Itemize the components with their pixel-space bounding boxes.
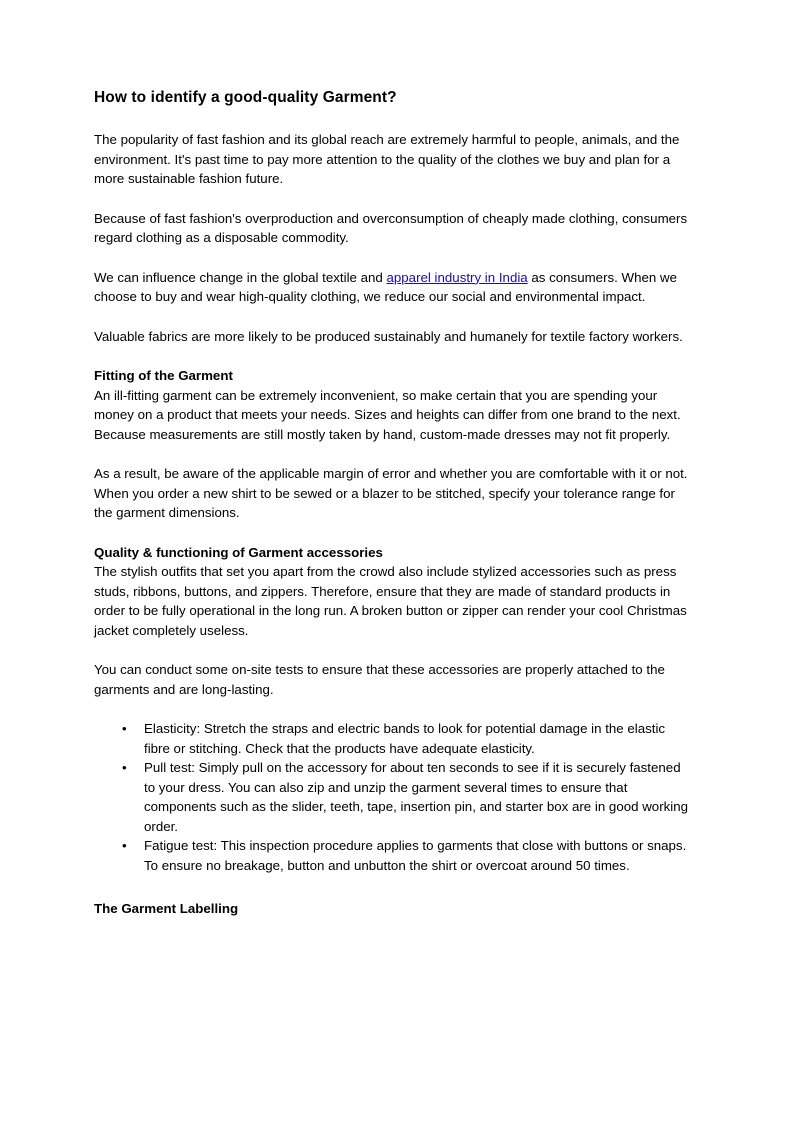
paragraph-valuable-fabrics: Valuable fabrics are more likely to be produced sustainably and humanely for textile factory workers. — [94, 328, 683, 344]
paragraph-intro: The popularity of fast fashion and its global reach are extremely harmful to people, animals, and the environment. It's past time to pay more attention to the quality of the clothes we buy and plan for a more sustainable fashion future. — [94, 132, 680, 187]
section-heading-fitting: Fitting of the Garment — [94, 368, 233, 384]
list-item: • Elasticity: Stretch the straps and electric bands to look for potential damage in the elastic fibre or stitching. Check that the products have adequate elasticity. — [144, 719, 694, 758]
link-paragraph-before: We can influence change in the global textile and — [94, 269, 387, 285]
paragraph-with-link — [94, 268, 694, 307]
page-title: How to identify a good-quality Garment? — [94, 89, 397, 106]
section-heading-accessories: Quality & functioning of Garment accessories — [94, 544, 383, 560]
document-body — [94, 88, 694, 919]
paragraph-accessories-1: The stylish outfits that set you apart from the crowd also include stylized accessories such as press studs, ribbons, buttons, and zippers. Therefore, ensure that they are made of standard products in order to be fully operational in the long run. A broken button or zipper can render your cool Christmas jacket completely useless. — [94, 564, 687, 638]
section-heading-labelling: The Garment Labelling — [94, 901, 239, 917]
list-item: • Fatigue test: This inspection procedure applies to garments that close with buttons or snaps. To ensure no breakage, button and unbutton the shirt or overcoat around 50 times. — [144, 836, 694, 875]
paragraph-fitting-2: As a result, be aware of the applicable margin of error and whether you are comfortable with it or not. When you order a new shirt to be sewed or a blazer to be stitched, specify your tolerance range for the garment dimensions. — [94, 466, 688, 521]
paragraph-fitting-1: An ill-fitting garment can be extremely inconvenient, so make certain that you are spending your money on a product that meets your needs. Sizes and heights can differ from one brand to the next. Because measurements are still mostly taken by hand, custom-made dresses may not fit properly. — [94, 387, 681, 442]
test-list — [94, 719, 694, 875]
list-item: • Pull test: Simply pull on the accessory for about ten seconds to see if it is securely fastened to your dress. You can also zip and unzip the garment several times to ensure that components such as the slider, teeth, tape, insertion pin, and starter box are in good working order. — [144, 758, 694, 836]
paragraph-overproduction: Because of fast fashion's overproduction and overconsumption of cheaply made clothing, consumers regard clothing as a disposable commodity. — [94, 210, 688, 246]
apparel-industry-link[interactable]: apparel industry in India — [386, 269, 528, 285]
paragraph-accessories-2: You can conduct some on-site tests to ensure that these accessories are properly attached to the garments and are long-lasting. — [94, 662, 665, 697]
link-paragraph-after: as consumers. When we choose to buy and wear high-quality clothing, we reduce our social and environmental impact. — [94, 269, 677, 305]
